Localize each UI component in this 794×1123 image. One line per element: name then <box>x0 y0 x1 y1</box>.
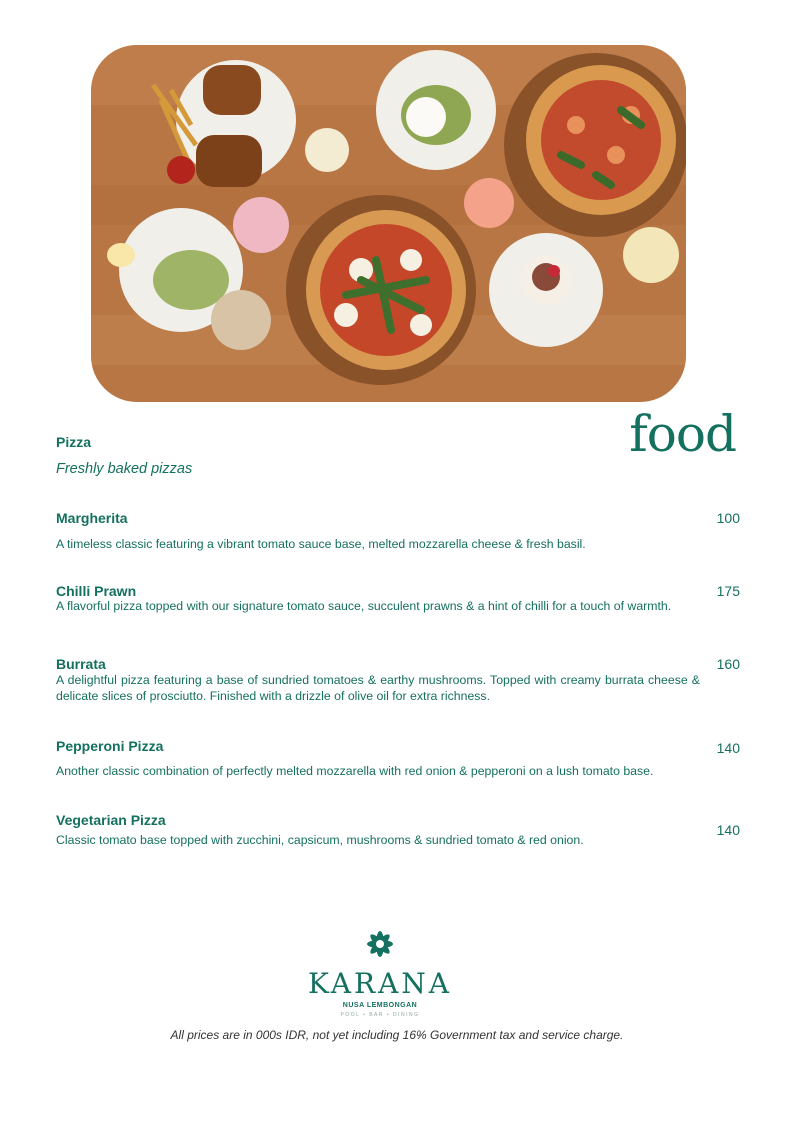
menu-item-description: Classic tomato base topped with zucchini, capsicum, mushrooms & sundried tomato & red onion. <box>56 833 584 847</box>
logo-location: NUSA LEMBONGAN <box>342 1002 418 1009</box>
karana-logo <box>300 928 460 1018</box>
menu-item-price: 140 <box>716 822 740 838</box>
flower-icon <box>364 928 396 960</box>
menu-item-price: 100 <box>716 510 740 526</box>
menu-item-description: A timeless classic featuring a vibrant tomato sauce base, melted mozzarella cheese & fresh basil. <box>56 537 586 551</box>
menu-item-name: Pepperoni Pizza <box>56 738 164 754</box>
menu-item-name: Burrata <box>56 656 106 672</box>
food-heading: food <box>629 405 736 463</box>
menu-item-price: 175 <box>716 583 740 599</box>
price-footnote: All prices are in 000s IDR, not yet including 16% Government tax and service charge. <box>170 1028 624 1042</box>
menu-item-price: 140 <box>716 740 740 756</box>
hero-food-photo <box>91 45 686 402</box>
menu-item-price: 160 <box>716 656 740 672</box>
section-subtitle: Freshly baked pizzas <box>56 461 193 477</box>
menu-item-description: A flavorful pizza topped with our signature tomato sauce, succulent prawns & a hint of chilli for a touch of warmth. <box>56 599 672 613</box>
section-title: Pizza <box>56 434 92 450</box>
menu-item-name: Chilli Prawn <box>56 583 137 599</box>
menu-item-description: Another classic combination of perfectly melted mozzarella with red onion & pepperoni on a lush tomato base. <box>56 764 654 778</box>
menu-item-description: A delightful pizza featuring a base of sundried tomatoes & earthy mushrooms. Topped with creamy burrata cheese & delicate slices of prosciutto. Finished with a drizzle of olive oil for extra richness. <box>56 673 700 703</box>
menu-item-name: Margherita <box>56 510 128 526</box>
logo-tagline: POOL • BAR • DINING <box>340 1012 420 1018</box>
menu-item-name: Vegetarian Pizza <box>56 812 166 828</box>
logo-wordmark: KARANA <box>307 967 453 1000</box>
